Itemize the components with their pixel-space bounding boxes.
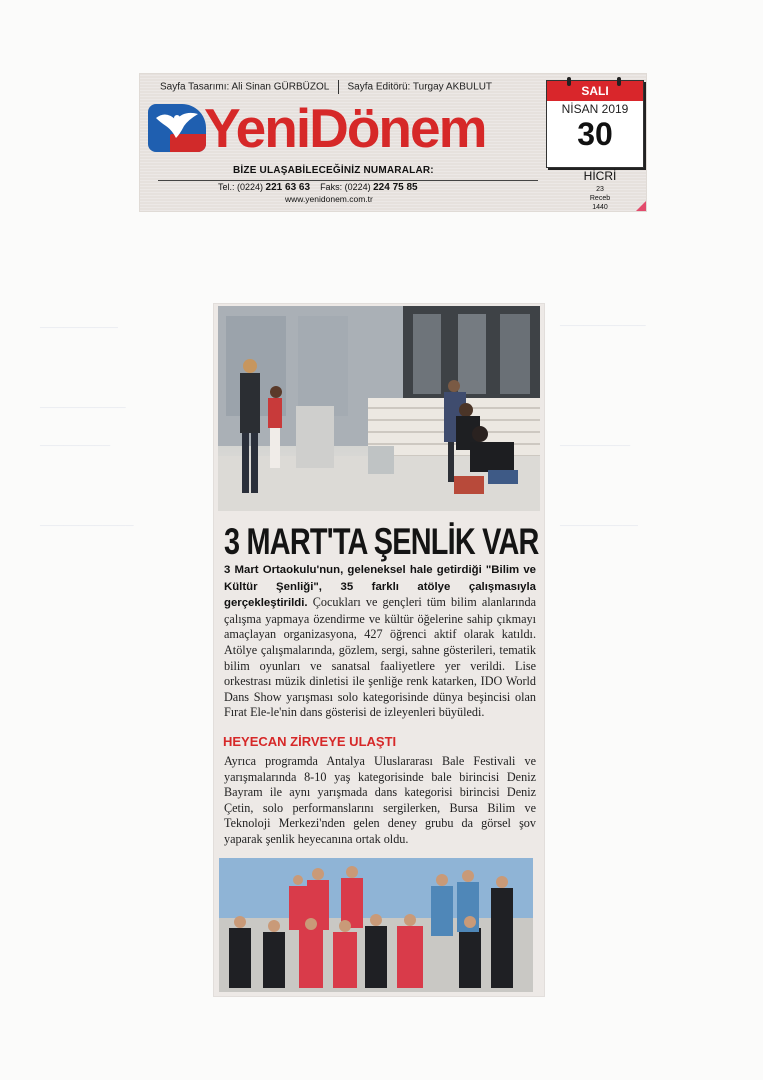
eagle-logo-icon bbox=[148, 104, 206, 152]
calendar-day: 30 bbox=[577, 116, 613, 152]
newspaper-masthead bbox=[140, 74, 646, 211]
festival-photo bbox=[218, 306, 540, 511]
calendar-ring-icon bbox=[617, 77, 621, 86]
students-photo bbox=[219, 858, 533, 992]
tel-label: Tel.: (0224) bbox=[218, 182, 264, 192]
bleed-through: ───────── bbox=[40, 440, 111, 452]
bleed-through: ─────────── bbox=[40, 402, 126, 414]
corner-mark bbox=[636, 201, 646, 211]
news-article bbox=[214, 304, 544, 996]
article-headline: 3 MART'TA ŞENLİK VAR bbox=[224, 521, 539, 562]
bleed-through: ───────── bbox=[560, 440, 631, 452]
bleed-through: ────────── bbox=[560, 520, 638, 532]
article-paragraph: Çocukları ve gençleri tüm bilim alanlarında çalışma yapmaya özendirme ve kültür öğelerine sahip çıkmayı amaçlayan organizasyona, 427 öğrenci aktif olarak katıldı. Atölye çalışmalarında, gözlem, sergi, sahne gösterileri, tematik bilim oyunları ve sanatsal faaliyetlere yer verildi. Lise orkestrası müzik dinletisi ile şenliğe renk katarken, IDO World Dans Show yarışması solo kategorisinde dünya beşincisi olan Fırat Ele-le'nin dans gösterisi de izleyenleri büyüledi. bbox=[224, 595, 537, 720]
article-lead: 3 Mart Ortaokulu'nun, geleneksel hale getirdiği "Bilim ve Kültür Şenliği", 35 farklı atölye çalışmasıyla gerçekleştirildi. bbox=[224, 564, 536, 610]
fax-label: Faks: (0224) bbox=[320, 182, 371, 192]
contact-divider bbox=[158, 180, 538, 181]
page-credits bbox=[160, 80, 492, 94]
fax-number: 224 75 85 bbox=[373, 182, 418, 193]
phone-numbers bbox=[218, 182, 418, 193]
date-calendar-icon bbox=[546, 80, 644, 168]
article-subheading: HEYECAN ZİRVEYE ULAŞTI bbox=[223, 734, 397, 749]
calendar-ring-icon bbox=[567, 77, 571, 86]
contact-title: BİZE ULAŞABİLECEĞİNİZ NUMARALAR: bbox=[233, 165, 434, 176]
article-paragraph-2: Ayrıca programda Antalya Uluslararası Bale Festivali ve yarışmalarında 8-10 yaş kategorisinde bale birincisi Deniz Bayram ile aynı yarışmada dans kategorisi birincisi Deniz Çetin, solo performanslarını sergilerken, Bursa Bilim ve Teknoloji Merkezi'nden gelen deney grubu da görsel şov yaparak şenlik heyecanına ortak oldu. bbox=[224, 754, 536, 846]
article-body bbox=[224, 562, 536, 721]
newspaper-brand: YeniDönem bbox=[204, 97, 486, 159]
credit-divider bbox=[338, 80, 339, 94]
calendar-weekday: SALI bbox=[547, 81, 643, 101]
website-url: www.yenidonem.com.tr bbox=[285, 194, 373, 204]
bleed-through: ────────── bbox=[40, 322, 118, 334]
bleed-through: ─────────── bbox=[560, 320, 646, 332]
tel-number: 221 63 63 bbox=[265, 182, 311, 193]
editor-credit: Sayfa Editörü: Turgay AKBULUT bbox=[347, 81, 493, 93]
hicri-label: HİCRİ bbox=[583, 169, 617, 183]
design-credit: Sayfa Tasarımı: Ali Sinan GÜRBÜZOL bbox=[160, 81, 329, 93]
hicri-date: 23 Receb 1440 bbox=[589, 186, 611, 211]
bleed-through: ──────────── bbox=[40, 520, 134, 532]
calendar-month-year: NİSAN 2019 bbox=[561, 102, 629, 116]
